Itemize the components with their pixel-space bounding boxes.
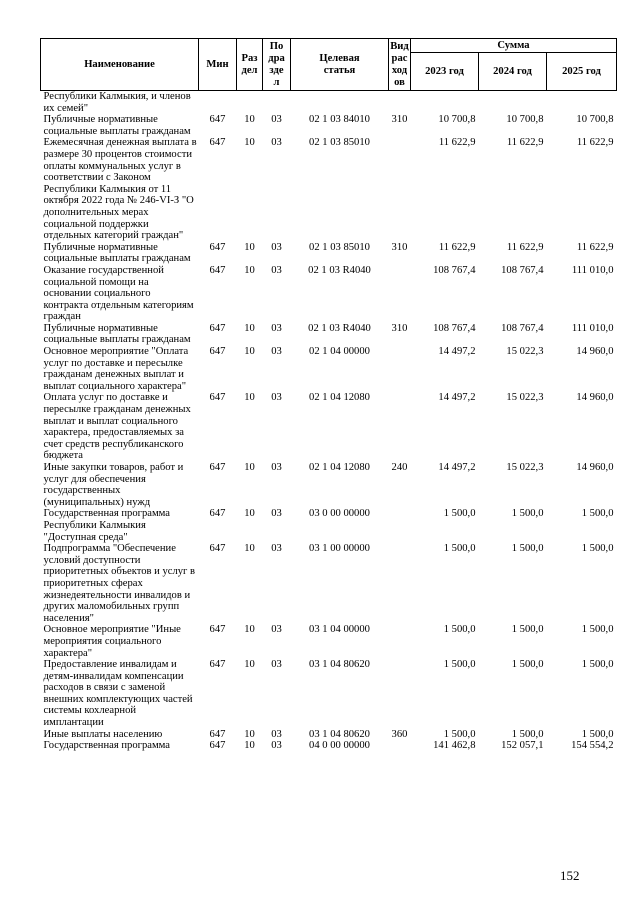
row-2024-cell: 108 767,4: [501, 322, 544, 334]
header-sum: Сумма: [411, 39, 617, 53]
row-2025-cell: 154 554,2: [571, 740, 614, 752]
row-vid-cell: 310: [391, 322, 408, 334]
row-podrazdel-cell: [263, 91, 291, 115]
row-min-cell: 647: [209, 543, 226, 555]
row-name-cell: Иные закупки товаров, работ и услуг для обеспечения государственных (муниципальных) нужд: [43, 462, 184, 508]
row-vid-cell: [389, 543, 411, 624]
row-target-cell: 02 1 04 00000: [309, 346, 370, 358]
row-target-cell: 02 1 03 R4040: [308, 322, 371, 334]
row-target-cell: 03 1 04 80620: [309, 728, 370, 740]
table-row: [41, 624, 617, 659]
row-2025-cell: 14 960,0: [576, 392, 614, 404]
row-target-cell: 02 1 03 84010: [309, 114, 370, 126]
row-2025-cell: 1 500,0: [581, 728, 614, 740]
row-podrazdel-cell: 03: [271, 137, 282, 149]
row-razdel-cell: 10: [244, 137, 255, 149]
row-2025-cell: 1 500,0: [581, 543, 614, 555]
header-vid-line: рас: [391, 52, 408, 64]
row-podrazdel-cell: 03: [271, 241, 282, 253]
row-target-cell: 04 0 00 00000: [309, 740, 370, 752]
row-razdel-cell: 10: [244, 740, 255, 752]
table-row: [41, 346, 617, 392]
row-2024-cell: 1 500,0: [511, 508, 544, 520]
row-razdel-cell: 10: [244, 728, 255, 740]
budget-table: [40, 38, 617, 752]
row-vid-cell: 310: [391, 114, 408, 126]
row-2023-cell: 14 497,2: [438, 346, 476, 358]
row-vid-cell: [389, 91, 411, 115]
row-razdel-cell: 10: [244, 264, 255, 276]
row-target-cell: 02 1 03 R4040: [308, 264, 371, 276]
header-vid-line: Вид: [390, 40, 409, 52]
row-2025-cell: 11 622,9: [576, 137, 614, 149]
header-2023: 2023 год: [411, 53, 479, 91]
row-min-cell: 647: [209, 114, 226, 126]
row-2025-cell: 1 500,0: [581, 624, 614, 636]
row-name-cell: Оплата услуг по доставке и пересылке гражданам денежных выплат и выплат социального характера, предоставляемых за счет средств республиканского бюджета: [43, 392, 191, 462]
row-target-cell: 03 1 00 00000: [309, 543, 370, 555]
row-2025-cell: 1 500,0: [581, 508, 614, 520]
row-target-cell: 03 0 00 00000: [309, 508, 370, 520]
row-name-cell: Предоставление инвалидам и детям-инвалидам компенсации расходов в связи с заменой внешних комплектующих частей системы кохлеарной имплантации: [43, 659, 193, 729]
table-row: [41, 91, 617, 115]
header-name: Наименование: [41, 39, 199, 91]
row-podrazdel-cell: 03: [271, 624, 282, 636]
row-2024-cell: 152 057,1: [501, 740, 544, 752]
header-vid: [389, 39, 411, 91]
row-vid-cell: [389, 740, 411, 752]
row-2024-cell: 10 700,8: [506, 114, 544, 126]
header-podrazdel-line: По: [269, 40, 284, 52]
row-2023-cell: [411, 91, 479, 115]
row-vid-cell: [389, 624, 411, 659]
row-target-cell: 02 1 03 85010: [309, 137, 370, 149]
row-min-cell: 647: [209, 346, 226, 358]
row-vid-cell: [389, 508, 411, 543]
row-min-cell: 647: [209, 264, 226, 276]
row-razdel-cell: 10: [244, 543, 255, 555]
row-podrazdel-cell: 03: [271, 543, 282, 555]
row-podrazdel-cell: 03: [271, 728, 282, 740]
row-min-cell: 647: [209, 508, 226, 520]
row-2024-cell: 1 500,0: [511, 624, 544, 636]
header-razdel-line: дел: [241, 64, 258, 76]
row-2023-cell: 11 622,9: [438, 137, 476, 149]
row-2024-cell: 1 500,0: [511, 728, 544, 740]
table-row: [41, 323, 617, 346]
row-name-cell: Основное мероприятие "Оплата услуг по доставке и пересылке гражданам денежных выплат и выплат социального характера": [43, 346, 189, 392]
table-row: [41, 392, 617, 462]
row-name-cell: Государственная программа: [43, 740, 171, 752]
row-razdel-cell: 10: [244, 624, 255, 636]
row-2023-cell: 1 500,0: [443, 508, 476, 520]
header-target: [291, 39, 389, 91]
row-name-cell: Иные выплаты населению: [43, 728, 163, 740]
row-razdel-cell: 10: [244, 508, 255, 520]
row-vid-cell: [389, 137, 411, 241]
row-name-cell: Республики Калмыкия, и членов их семей": [43, 91, 191, 114]
row-min-cell: 647: [209, 322, 226, 334]
row-vid-cell: 240: [391, 462, 408, 473]
row-min-cell: 647: [209, 740, 226, 752]
row-2024-cell: 11 622,9: [506, 137, 544, 149]
row-2023-cell: 1 500,0: [443, 728, 476, 740]
row-2025-cell: 1 500,0: [581, 659, 614, 671]
row-2023-cell: 1 500,0: [443, 659, 476, 671]
row-2024-cell: 15 022,3: [506, 392, 544, 404]
row-podrazdel-cell: 03: [271, 740, 282, 752]
row-razdel-cell: 10: [244, 346, 255, 358]
row-target-cell: [291, 91, 389, 115]
row-name-cell: Подпрограмма "Обеспечение условий доступности приоритетных объектов и услуг в приоритетных сферах жизнедеятельности инвалидов и других маломобильных групп населения": [43, 543, 196, 624]
row-name-cell: Основное мероприятие "Иные мероприятия социального характера": [43, 624, 181, 659]
row-razdel-cell: [237, 91, 263, 115]
table-row: [41, 740, 617, 752]
header-vid-line: ход: [391, 64, 408, 76]
row-vid-cell: [389, 265, 411, 323]
row-2025-cell: 14 960,0: [576, 346, 614, 358]
row-2025-cell: 14 960,0: [576, 462, 614, 473]
table-body: [41, 91, 617, 752]
row-2024-cell: 108 767,4: [501, 264, 544, 276]
row-2023-cell: 10 700,8: [438, 114, 476, 126]
table-row: [41, 114, 617, 137]
row-name-cell: Публичные нормативные социальные выплаты гражданам: [43, 241, 191, 265]
row-target-cell: 02 1 03 85010: [309, 241, 370, 253]
budget-table-sheet: [40, 38, 616, 752]
row-name-cell: Публичные нормативные социальные выплаты гражданам: [43, 114, 191, 137]
row-2024-cell: 1 500,0: [511, 543, 544, 555]
row-2023-cell: 14 497,2: [438, 462, 476, 473]
row-2025-cell: 10 700,8: [576, 114, 614, 126]
row-vid-cell: 310: [391, 241, 408, 253]
row-razdel-cell: 10: [244, 392, 255, 404]
row-razdel-cell: 10: [244, 659, 255, 671]
row-2024-cell: 11 622,9: [506, 241, 544, 253]
header-target-line: статья: [323, 64, 356, 76]
row-target-cell: 02 1 04 12080: [309, 462, 370, 473]
row-2023-cell: 1 500,0: [443, 624, 476, 636]
table-row: [41, 137, 617, 241]
row-podrazdel-cell: 03: [271, 392, 282, 404]
row-2024-cell: 15 022,3: [506, 346, 544, 358]
row-podrazdel-cell: 03: [271, 322, 282, 334]
row-min-cell: 647: [209, 728, 226, 740]
row-podrazdel-cell: 03: [271, 659, 282, 671]
header-podrazdel: [263, 39, 291, 91]
header-vid-line: ов: [394, 76, 405, 88]
header-podrazdel-line: зде: [269, 64, 284, 76]
header-target-line: Целевая: [319, 52, 360, 64]
row-2023-cell: 108 767,4: [433, 322, 476, 334]
row-target-cell: 03 1 04 80620: [309, 659, 370, 671]
row-name-cell: Государственная программа Республики Калмыкия "Доступная среда": [43, 508, 171, 543]
row-min-cell: 647: [209, 241, 226, 253]
row-razdel-cell: 10: [244, 462, 255, 473]
row-razdel-cell: 10: [244, 114, 255, 126]
table-header: [41, 39, 617, 91]
row-min-cell: 647: [209, 624, 226, 636]
row-2025-cell: [547, 91, 617, 115]
row-podrazdel-cell: 03: [271, 346, 282, 358]
header-2025: 2025 год: [547, 53, 617, 91]
row-2024-cell: [479, 91, 547, 115]
row-2023-cell: 108 767,4: [433, 264, 476, 276]
row-2024-cell: 15 022,3: [506, 462, 544, 473]
row-2025-cell: 111 010,0: [571, 264, 614, 276]
row-name-cell: Публичные нормативные социальные выплаты гражданам: [43, 322, 191, 346]
header-razdel: [237, 39, 263, 91]
row-razdel-cell: 10: [244, 241, 255, 253]
row-target-cell: 02 1 04 12080: [309, 392, 370, 404]
row-min-cell: 647: [209, 462, 226, 473]
row-vid-cell: [389, 392, 411, 462]
header-razdel-line: Раз: [241, 52, 258, 64]
row-name-cell: Оказание государственной социальной помощи на основании социального контракта отдельным категориям граждан: [43, 264, 194, 323]
row-2025-cell: 111 010,0: [571, 322, 614, 334]
row-podrazdel-cell: 03: [271, 508, 282, 520]
row-target-cell: 03 1 04 00000: [309, 624, 370, 636]
row-vid-cell: 360: [391, 728, 408, 740]
table-row: [41, 265, 617, 323]
table-row: [41, 242, 617, 265]
page-number: 152: [560, 868, 580, 883]
table-row: [41, 659, 617, 729]
row-name-cell: Ежемесячная денежная выплата в размере 30 процентов стоимости оплаты коммунальных услуг в соответствии с Законом Республики Калмыкия от 11 октября 2022 года № 246-VI-З "О дополнительных мерах социальной поддержки отдельных категорий граждан": [43, 137, 197, 242]
row-razdel-cell: 10: [244, 322, 255, 334]
row-min-cell: [199, 91, 237, 115]
row-podrazdel-cell: 03: [271, 462, 282, 473]
header-2024: 2024 год: [479, 53, 547, 91]
table-row: [41, 462, 617, 508]
row-podrazdel-cell: 03: [271, 264, 282, 276]
row-2023-cell: 14 497,2: [438, 392, 476, 404]
header-min: Мин: [199, 39, 237, 91]
header-podrazdel-line: дра: [268, 52, 285, 64]
table-row: [41, 508, 617, 543]
row-2024-cell: 1 500,0: [511, 659, 544, 671]
row-podrazdel-cell: 03: [271, 114, 282, 126]
row-min-cell: 647: [209, 392, 226, 404]
row-2023-cell: 141 462,8: [433, 740, 476, 752]
table-row: [41, 543, 617, 624]
header-podrazdel-line: л: [273, 76, 280, 88]
row-2023-cell: 1 500,0: [443, 543, 476, 555]
row-2025-cell: 11 622,9: [576, 241, 614, 253]
table-row: [41, 729, 617, 741]
row-2023-cell: 11 622,9: [438, 241, 476, 253]
row-min-cell: 647: [209, 137, 226, 149]
row-vid-cell: [389, 659, 411, 729]
row-min-cell: 647: [209, 659, 226, 671]
row-vid-cell: [389, 346, 411, 392]
